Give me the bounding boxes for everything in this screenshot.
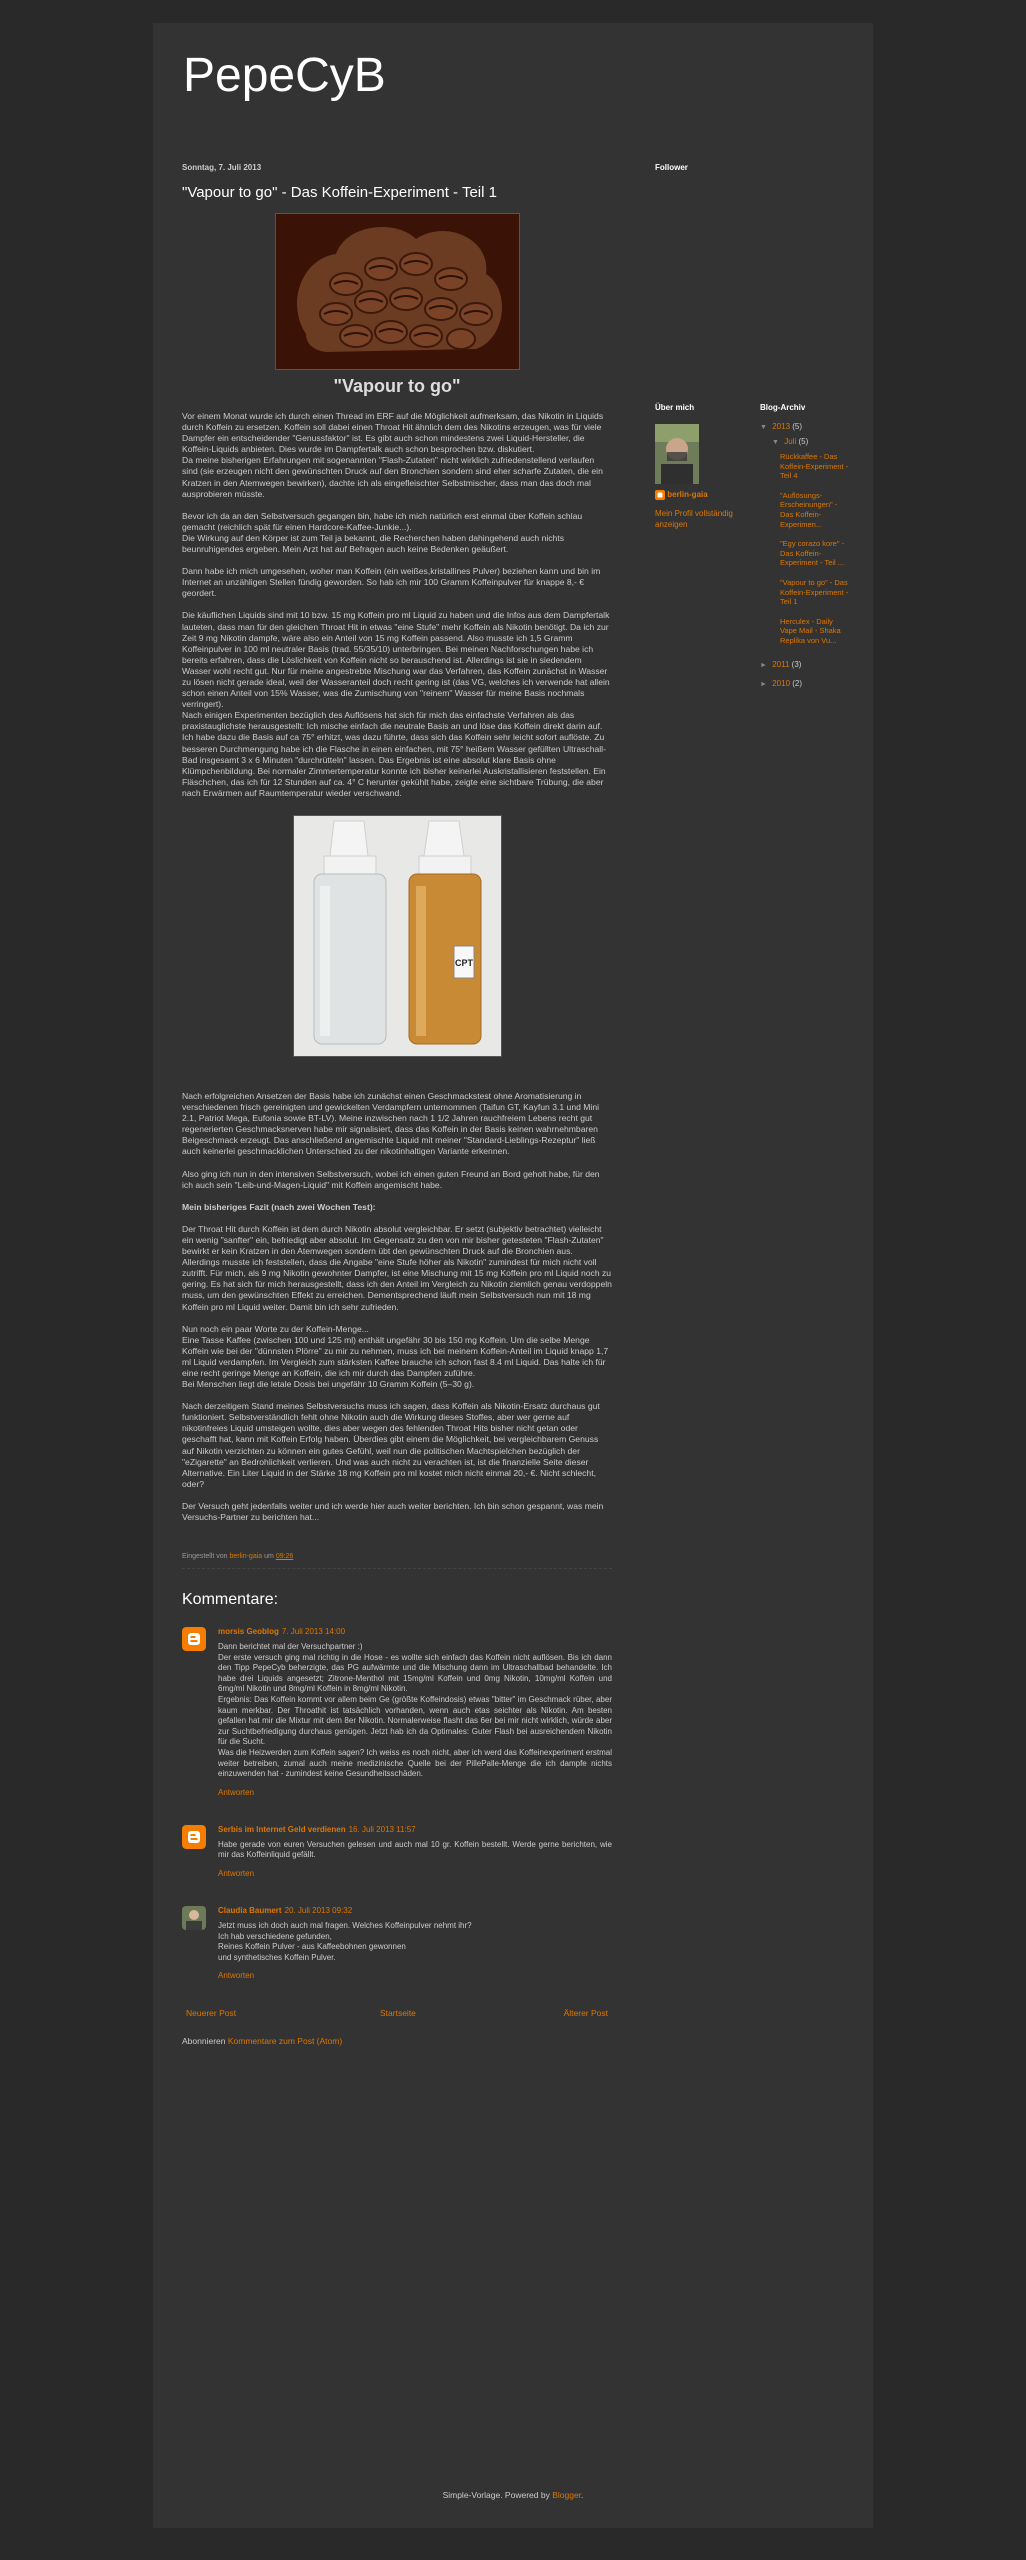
- expand-right-icon[interactable]: ►: [760, 661, 767, 669]
- blogger-icon: [182, 1825, 206, 1849]
- post-footer: [182, 1553, 612, 1569]
- about-widget: [655, 403, 745, 530]
- subscribe-row: [182, 2036, 612, 2046]
- archive-post-link[interactable]: "Egy corazo kore" - Das Koffein-Experiment - Teil ...: [780, 539, 845, 568]
- attribution-period: .: [581, 2490, 584, 2500]
- comment-date[interactable]: 16. Juli 2013 11:57: [348, 1824, 416, 1834]
- post-paragraph: Nun noch ein paar Worte zu der Koffein-Menge... Eine Tasse Kaffee (zwischen 100 und 125 ml) enthält ungefähr 30 bis 150 mg Koffein. Um die selbe Menge Koffein wie bei der "dünnsten Plörre" zu mir zu nehmen, muss ich bei meinem Koffein-Anteil im Liquid knapp 1,7 ml Liquid verdampfen. Im Vergleich zum stärksten Kaffee brauche ich schon fast 8.4 ml Liquid. Das halte ich für eine recht geringe Menge an Koffein, die ich mir durch das Dampfen zuführe. Bei Menschen liegt die letale Dosis bei ungefähr 10 Gramm Koffein (5–30 g).: [182, 1323, 609, 1390]
- archive-title: Blog-Archiv: [760, 403, 806, 412]
- main-column: [182, 163, 612, 2046]
- attribution-text: Simple-Vorlage. Powered by: [442, 2490, 550, 2500]
- archive-count: (3): [791, 659, 802, 669]
- follower-widget: [655, 163, 745, 172]
- archive-year[interactable]: [760, 422, 850, 433]
- comment: [182, 1906, 612, 1980]
- archive-count: (5): [792, 422, 803, 431]
- blog-title[interactable]: PepeCyB: [183, 49, 386, 102]
- author-link[interactable]: berlin-gaia: [229, 1553, 263, 1561]
- comment-body: Habe gerade von euren Versuchen gelesen und auch mal 10 gr. Koffein bestellt. Werde gerne berichten, wie mir das Koffeinliquid gefällt.: [218, 1839, 612, 1860]
- attribution-footer: [153, 2490, 873, 2500]
- archive-list: [760, 422, 850, 690]
- archive-count: (5): [798, 437, 809, 446]
- archive-year[interactable]: [760, 660, 850, 671]
- comment-body: Jetzt muss ich doch auch mal fragen. Welches Koffeinpulver nehmt ihr? Ich hab verschiedene gefunden, Reines Koffein Pulver - aus Kaffeebohnen gewonnen und synthetisches Koffein Pulver.: [218, 1921, 472, 1962]
- archive-year-link[interactable]: 2010: [772, 678, 791, 688]
- post-paragraph: Der Throat Hit durch Koffein ist dem durch Nikotin absolut vergleichbar. Er setzt (subjektiv betrachtet) vielleicht ein wenig "sanfter" ein, befriedigt aber absolut. Im Gegensatz zu den von mir bisher getesteten "Flash-Zutaten" bewirkt er kein Kratzen in den Atemwegen sondern übt den gewünschten Druck auf die Bronchien aus. Allerdings musste ich feststellen, dass die Angabe "eine Stufe höher als Nikotin" zumindest für mich nicht voll zutrifft. Für mich, als 9 mg Nikotin gewohnter Dampfer, ist eine Mischung mit 15 mg Koffein pro ml Liquid noch zu gering. Es hat sich für mich herausgestellt, dass ich den Anteil im Vergleich zu Nikotin ziemlich genau verdoppeln muss, um den gewünschten Effekt zu erreichen. Dementsprechend läuft mein Selbstversuch nun mit 18 mg Koffein pro ml Liquid weiter. Damit bin ich sehr zufrieden.: [182, 1223, 612, 1312]
- post-paragraph: Dann habe ich mich umgesehen, woher man Koffein (ein weißes,kristallines Pulver) beziehen kann und bin im Internet an unzähligen Stellen fündig geworden. So hab ich mir 100 Gramm Koffeinpulver für knappe 8,- € geordert.: [182, 566, 601, 599]
- profile-name-link[interactable]: berlin-gaia: [667, 490, 708, 500]
- archive-posts: [760, 452, 850, 646]
- home-link[interactable]: Startseite: [380, 2008, 416, 2019]
- post-paragraph: Bevor ich da an den Selbstversuch gegangen bin, habe ich mich natürlich erst einmal über Koffein schlau gemacht (reichlich spät für einen Hardcore-Kaffee-Junkie...). Die Wirkung auf den Körper ist zum Teil ja bekannt, die Recherchen haben dahingehend auch nichts beunruhigendes ergeben. Mein Arzt hat auf Befragen auch keine Bedenken geäußert.: [182, 510, 583, 555]
- comment-author[interactable]: Claudia Baumert: [218, 1906, 282, 1915]
- profile-name-row: [655, 490, 745, 500]
- comments-title: Kommentare:: [182, 1591, 279, 1609]
- blog-pager: [182, 2008, 612, 2022]
- footer-mid: um: [264, 1553, 274, 1561]
- archive-widget: [760, 403, 850, 694]
- archive-post-link[interactable]: "Auflösungs-Erscheinungen" - Das Koffein-Experimen...: [780, 490, 838, 529]
- post-subheading: Mein bisheriges Fazit (nach zwei Wochen Test):: [182, 1201, 376, 1212]
- comment: [182, 1627, 612, 1797]
- subscribe-label: Abonnieren: [182, 2036, 226, 2047]
- full-profile-link[interactable]: Mein Profil vollständig anzeigen: [655, 509, 733, 529]
- expand-right-icon[interactable]: ►: [760, 680, 767, 688]
- older-post-link[interactable]: Älterer Post: [563, 2008, 608, 2019]
- archive-post-link[interactable]: Herculex - Daily Vape Mail - Shaka Replika von Vu...: [780, 616, 841, 645]
- archive-year-link[interactable]: 2011: [772, 659, 790, 669]
- footer-prefix: Eingestellt von: [182, 1553, 228, 1561]
- reply-link[interactable]: Antworten: [218, 1971, 255, 1981]
- archive-year[interactable]: [760, 679, 850, 690]
- post-paragraph: Nach erfolgreichen Ansetzen der Basis habe ich zunächst einen Geschmackstest ohne Aromatisierung in verschiedenen frisch gereinigten und gewickelten Verdampfern unternommen (Taifun GT, Kayfun 3.1 und Mini 2.1, Patriot Mega, Eufonia sowie BT-LV). Meine inzwischen nach 1 1/2 Jahren rauchfreiem Lebens recht gut regenerierten Geschmacksnerven habe mir signalisiert, dass das Koffein in der Basis keinen wahrnehmbaren Beigeschmack erzeugt. Das anschließend angemischte Liquid mit meiner "Standard-Lieblings-Rezeptur" ließ auch keinerlei geschmacklichen Unterschied zu der nikotinhaltigen Variante erkennen.: [182, 1091, 600, 1157]
- svg-text:CPT: CPT: [454, 958, 473, 968]
- post-paragraph: Der Versuch geht jedenfalls weiter und ich werde hier auch weiter berichten. Ich bin schon gespannt, was mein Versuchs-Partner zu berichten hat...: [182, 1500, 604, 1522]
- blogger-icon: [182, 1627, 206, 1651]
- subscribe-feed-link[interactable]: Kommentare zum Post (Atom): [227, 2036, 343, 2047]
- archive-count: (2): [792, 678, 803, 688]
- follower-title: Follower: [655, 163, 688, 172]
- archive-month-link[interactable]: Juli: [784, 437, 797, 446]
- comment-author[interactable]: Serbis im Internet Geld verdienen: [218, 1824, 346, 1834]
- post-date: Sonntag, 7. Juli 2013: [182, 163, 262, 172]
- newer-post-link[interactable]: Neuerer Post: [186, 2008, 237, 2019]
- blogger-icon: [655, 490, 665, 500]
- reply-link[interactable]: Antworten: [218, 1787, 255, 1797]
- archive-year-link[interactable]: 2013: [772, 422, 791, 431]
- post-title: "Vapour to go" - Das Koffein-Experiment - Teil 1: [182, 184, 497, 201]
- comment-date[interactable]: 20. Juli 2013 09:32: [284, 1906, 353, 1915]
- comment-date[interactable]: 7. Juli 2013 14:00: [281, 1627, 346, 1637]
- reply-link[interactable]: Antworten: [218, 1869, 255, 1878]
- post-paragraph: Die käuflichen Liquids sind mit 10 bzw. 15 mg Koffein pro ml Liquid zu haben und die Infos aus dem Dampfertalk lauteten, dass man für den gleichen Throat Hit in etwas "eine Stufe" mehr Koffein als Nikotin benötigt. Da ich zur Zeit 9 mg Nikotin dampfe, wäre also ein Anteil von 15 mg Koffein passend. Also musste ich 1,5 Gramm Koffeinpulver in 100 ml neutraler Basis (trad. 55/35/10) unterbringen. Bei meinen Nachforschungen habe ich bereits erfahren, dass die Löslichkeit von Koffein nicht so berauschend ist. Allerdings ist sie in siedendem Wasser wohl recht gut. Nur für meine angestrebte Mischung war das Verfahren, das Koffein zunächst in Wasser zu lösen nicht gerade ideal, weil der Wasseranteil doch recht gering ist (das VG, welches ich verwende hat allein schon einen Anteil von 15% Wasser, was die Zumischung von "reinem" Wasser für meine Basis nochmals verringert). Nach einigen Experimenten bezüglich des Auflösens hat sich für mich das einfachste Verfahren als das praxistauglichste herausgestellt: Ich mische einfach die neutrale Basis an und löse das Koffein direkt darin auf. Ich habe dazu die Basis auf ca 75° erhitzt, was dazu führte, dass sich das Koffein sehr leicht sofort auflöste. Zu besseren Durchmengung habe ich die Flasche in einen einfachen, mit 75° heißem Wasser gefüllten Ultraschall-Bad insgesamt 3 x 6 Minuten "durchrütteln" lassen. Das Ergebnis ist eine absolut klare Basis ohne Klümpchenbildung. Bei normaler Zimmertemperatur konnte ich bisher keinerlei Auskristallisieren feststellen. Ein Fläschchen, das ich für 12 Stunden auf ca. 4° C herunter gekühlt habe, zeigte eine sichtbare Trübung, die aber nach Erwärmen auf Raumtemperatur wieder verschwand.: [182, 610, 610, 798]
- bottles-image[interactable]: [293, 815, 502, 1057]
- archive-post-link[interactable]: "Vapour to go" - Das Koffein-Experiment - Teil 1: [780, 577, 849, 607]
- post-paragraph: Also ging ich nun in den intensiven Selbstversuch, wobei ich einen guten Freund an Bord geholt habe, für den ich auch sein "Leib-und-Magen-Liquid" mit Koffein angemischt habe.: [182, 1168, 600, 1190]
- coffee-beans-image[interactable]: [275, 213, 520, 370]
- post-paragraph: Nach derzeitigem Stand meines Selbstversuchs muss ich sagen, dass Koffein als Nikotin-Ersatz durchaus gut funktioniert. Selbstverständlich fehlt ohne Nikotin auch die Wirkung dieses Stoffes, aber wer gerne auf nikotinfreies Liquid umsteigen wollte, dies aber wegen des fehlenden Throat Hits bisher nicht getan oder geschafft hat, kann mit Koffein Erfolg haben. Überdies gibt einem die Möglichkeit, bei vergleichbarem Genuss auf Nikotin verzichten zu können ein gutes Gefühl, weil nun die politischen Machtspielchen bezüglich der "eZigarette" an Bedrohlichkeit verlieren. Und was auch nicht zu verachten ist, ist die finanzielle Seite dieser Alternative. Ein Liter Liquid in der Stärke 18 mg Koffein pro ml kostet mich nicht einmal 20,- €. Nicht schlecht, oder?: [182, 1401, 600, 1489]
- post-paragraph: Vor einem Monat wurde ich durch einen Thread im ERF auf die Möglichkeit aufmerksam, das Nikotin in Liquids durch Koffein zu ersetzen. Koffein soll dabei einen Throat Hit ähnlich dem des Nikotins erzeugen, was für viele Dampfer ein entscheidender "Genussfaktor" ist. Es gibt auch schon mindestens zwei Liquid-Hersteller, die Koffein-Liquids anbieten. Dies wurde im Dampfertalk auch schon besprochen bzw. diskutiert. Da meine bisherigen Erfahrungen mit sogenannten "Flash-Zutaten" nicht wirklich zufriedenstellend verlaufen sind (sie erzeugen nicht den gewünschten Druck auf den Bronchien sondern sind eher scharfe Zutaten, die ein Kratzen in den Atemwegen bewirken), dachte ich als eingefleischter Selbstmischer, dass man das doch mal ausprobieren müsste.: [182, 411, 604, 499]
- comment: [182, 1825, 612, 1878]
- expand-down-icon[interactable]: ▼: [772, 439, 779, 446]
- expand-down-icon[interactable]: ▼: [760, 424, 767, 431]
- comment-body: Dann berichtet mal der Versuchpartner :) Der erste versuch ging mal richtig in die Hose - es wollte sich einfach das Koffein nicht auflösen. Bis ich dann den Tipp PepeCyb beherzigte, das PG aufwärmte und die Mischung dann im Ultraschallbad behandelte. Ich habe drei Liquids angesetzt; Zitrone-Menthol mit 15mg/ml Koffein und 0mg Nikotin, 10mg/ml Koffein und 6mg/ml Nikotin und 8mg/ml Koffein in 8mg/ml Nikotin. Ergebnis: Das Koffein kommt vor allem beim Ge (größte Koffeindosis) etwas "bitter" im Geschmack rüber, aber kaum merkbar. Der Throathit ist tatsächlich vorhanden, wenn auch etas seichter als Nikotin. Am besten gefallen hat mir die Mixtur mit dem 8er Nikotin. Normalerweise flasht das 6er bei mir nicht wirklich, würde aber zur Suchtbefriedigung durchaus genügen. Jetzt hab ich da Optimales: Guter Flash bei ausreichendem Nikotin für die Sucht. Was die Heizwerden zum Koffein sagen? Ich weiss es noch nicht, aber ich werd das Koffeinexperiment erstmal weiter betreiben, zumal auch meine medizinische Quelle bei der PillePalle-Menge die ich dampfe nichts einzuwenden hat - zumindest keine Gesundheitsschäden.: [218, 1642, 612, 1779]
- profile-photo[interactable]: [655, 424, 699, 484]
- post-time-link[interactable]: 09:26: [275, 1553, 294, 1561]
- user-avatar[interactable]: [182, 1906, 206, 1930]
- archive-post-link[interactable]: Rückkaffee - Das Koffein-Experiment - Teil 4: [780, 452, 849, 481]
- about-title: Über mich: [655, 403, 695, 412]
- image-heading: "Vapour to go": [333, 376, 461, 396]
- comment-author[interactable]: morsis Geoblog: [218, 1627, 279, 1637]
- archive-month[interactable]: [760, 437, 850, 448]
- page-container: [153, 23, 873, 2528]
- blogger-link[interactable]: Blogger: [552, 2490, 582, 2500]
